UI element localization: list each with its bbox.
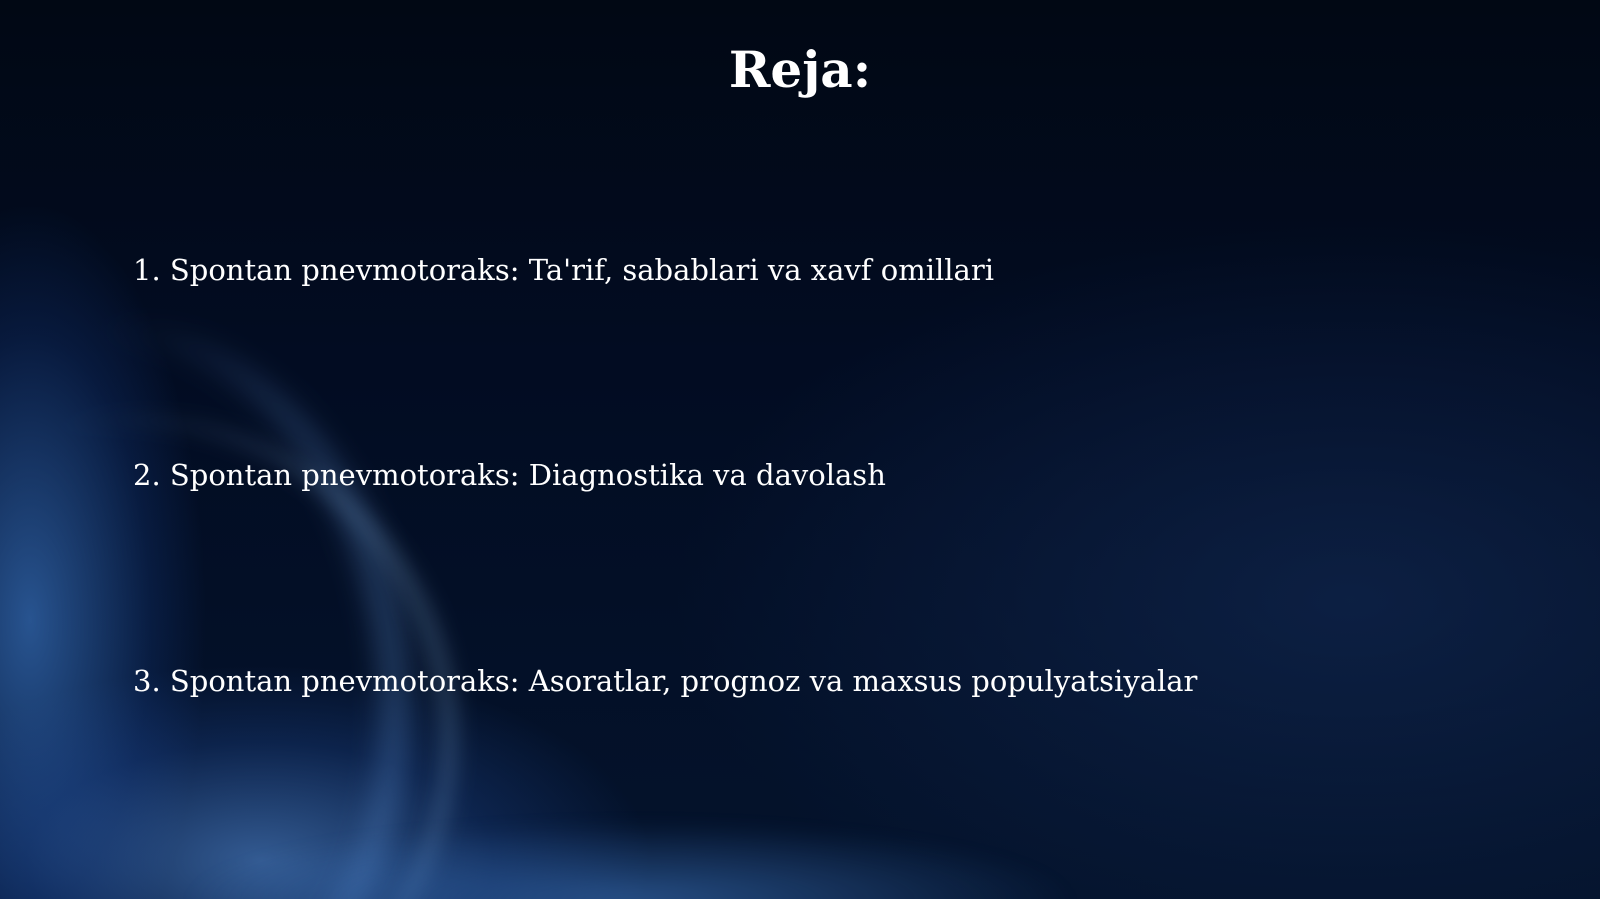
plan-item-2: 2. Spontan pnevmotoraks: Diagnostika va davolash: [133, 458, 886, 492]
plan-item-1: 1. Spontan pnevmotoraks: Ta'rif, sabablari va xavf omillari: [133, 253, 994, 287]
slide-title: Reja:: [728, 40, 872, 99]
plan-item-3: 3. Spontan pnevmotoraks: Asoratlar, prognoz va maxsus populyatsiyalar: [133, 664, 1198, 698]
